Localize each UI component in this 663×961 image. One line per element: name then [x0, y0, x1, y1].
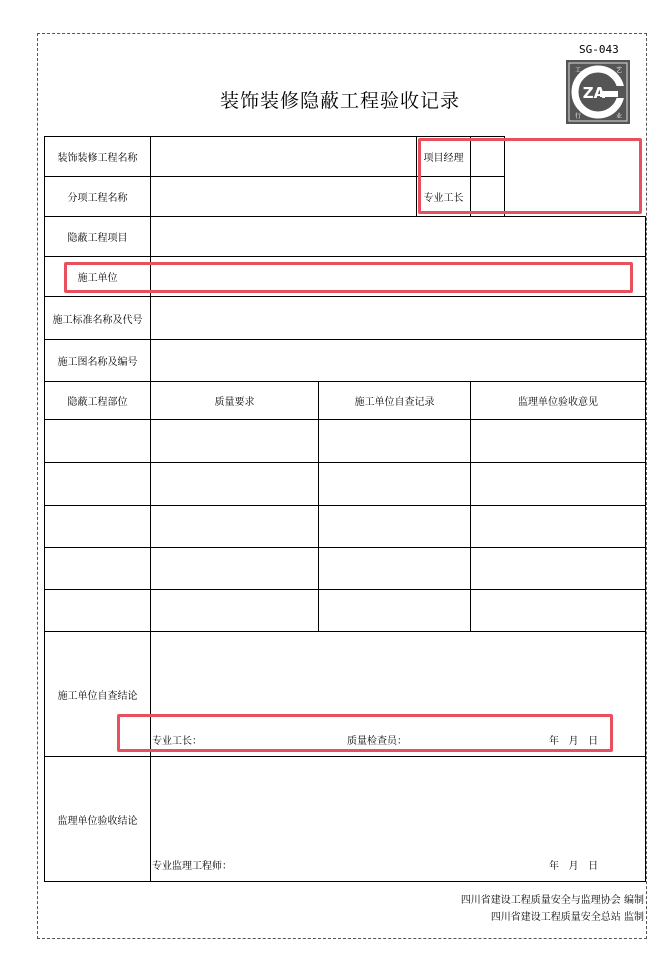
svg-text:行: 行	[575, 113, 582, 120]
page-title: 装饰装修隐蔽工程验收记录	[219, 90, 460, 112]
table-cell[interactable]	[319, 463, 471, 506]
table-cell[interactable]	[319, 420, 471, 463]
table-cell[interactable]	[471, 506, 646, 548]
table-cell[interactable]	[151, 506, 319, 548]
supervision-conclusion[interactable]	[151, 757, 646, 882]
foreman-label: 专业工长	[417, 177, 471, 217]
table-cell[interactable]	[151, 420, 319, 463]
table-cell[interactable]	[151, 463, 319, 506]
contractor-label: 施工单位	[45, 257, 151, 297]
table-cell[interactable]	[319, 548, 471, 590]
foreman-signature-label: 专业工长：	[152, 736, 202, 747]
footer-compiler: 四川省建设工程质量安全与监理协会 编制	[460, 895, 644, 906]
column-header: 隐蔽工程部位	[45, 382, 151, 420]
svg-text:艺: 艺	[616, 67, 623, 74]
svg-text:ZA: ZA	[582, 84, 606, 102]
table-cell[interactable]	[471, 590, 646, 632]
project-manager-label: 项目经理	[417, 137, 471, 177]
table-cell[interactable]	[45, 548, 151, 590]
table-cell[interactable]	[45, 590, 151, 632]
column-header: 监理单位验收意见	[471, 382, 646, 420]
table-cell[interactable]	[319, 590, 471, 632]
table-cell[interactable]	[45, 463, 151, 506]
column-header: 质量要求	[151, 382, 319, 420]
sub-project-label: 分项工程名称	[45, 177, 151, 217]
inspection-form-table	[44, 136, 646, 882]
svg-text:工: 工	[575, 67, 582, 74]
engineer-signature-label: 专业监理工程师：	[152, 861, 232, 872]
hidden-item-field[interactable]	[151, 217, 646, 257]
table-cell[interactable]	[319, 506, 471, 548]
sub-project-field[interactable]	[151, 177, 417, 217]
project-manager-field[interactable]	[471, 137, 505, 177]
table-cell[interactable]	[151, 548, 319, 590]
supervision-date: 年 月 日	[549, 861, 599, 872]
column-header: 施工单位自查记录	[319, 382, 471, 420]
table-cell[interactable]	[45, 420, 151, 463]
table-cell[interactable]	[471, 463, 646, 506]
self-check-label: 施工单位自查结论	[45, 632, 151, 757]
standard-label: 施工标准名称及代号	[45, 297, 151, 340]
standard-field[interactable]	[151, 297, 646, 340]
table-cell[interactable]	[151, 590, 319, 632]
hidden-item-label: 隐蔽工程项目	[45, 217, 151, 257]
project-name-field[interactable]	[151, 137, 417, 177]
drawing-field[interactable]	[151, 340, 646, 382]
footer-supervisor: 四川省建设工程质量安全总站 监制	[490, 912, 644, 923]
table-cell[interactable]	[471, 420, 646, 463]
self-check-conclusion[interactable]	[151, 632, 646, 757]
project-name-label: 装饰装修工程名称	[45, 137, 151, 177]
form-code: SG-043	[579, 43, 619, 56]
contractor-field[interactable]	[151, 257, 646, 297]
supervision-label: 监理单位验收结论	[45, 757, 151, 882]
drawing-label: 施工图名称及编号	[45, 340, 151, 382]
table-cell[interactable]	[471, 548, 646, 590]
svg-text:业: 业	[616, 113, 623, 120]
foreman-field[interactable]	[471, 177, 505, 217]
self-check-date: 年 月 日	[549, 736, 599, 747]
table-cell[interactable]	[45, 506, 151, 548]
inspector-signature-label: 质量检查员：	[347, 736, 407, 747]
